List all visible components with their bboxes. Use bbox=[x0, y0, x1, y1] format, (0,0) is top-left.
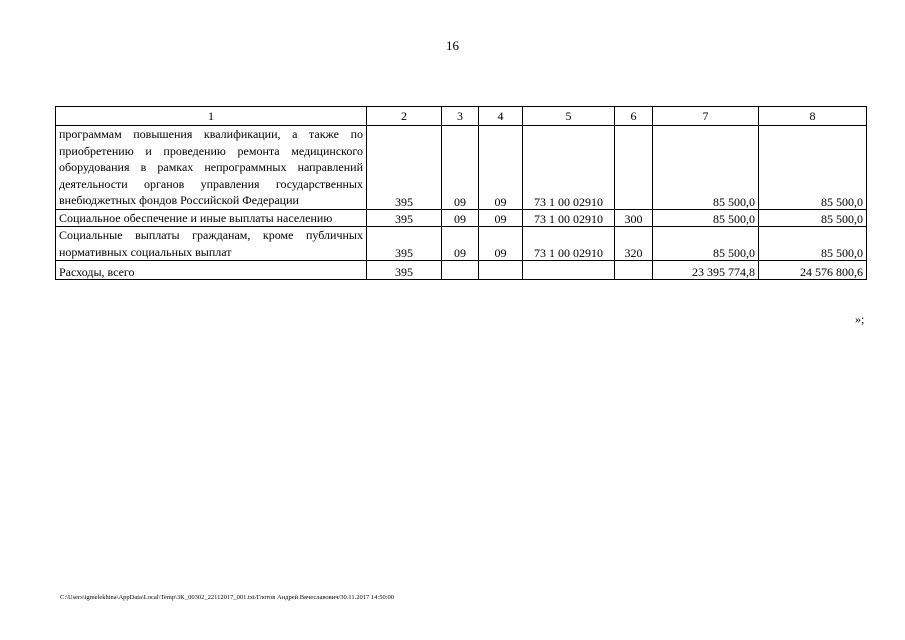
cell-code: 395 bbox=[367, 261, 442, 280]
row-name: Социальное обеспечение и иные выплаты населению bbox=[56, 209, 367, 227]
cell-expense-type: 320 bbox=[615, 227, 653, 261]
cell-section bbox=[442, 261, 479, 280]
header-cell: 3 bbox=[442, 107, 479, 126]
cell-section: 09 bbox=[442, 209, 479, 227]
budget-table bbox=[55, 106, 867, 280]
footer-file-path: C:\Users\igmelekhina\AppData\Local\Temp\3K_00302_22112017_001.txt/Глотов Андрей Вячеславович/30.11.2017 14:50:00 bbox=[60, 594, 395, 601]
cell-expense-type bbox=[615, 261, 653, 280]
cell-amount-2: 24 576 800,6 bbox=[759, 261, 867, 280]
cell-amount-2: 85 500,0 bbox=[759, 209, 867, 227]
cell-section: 09 bbox=[442, 126, 479, 210]
row-name: Социальные выплаты гражданам, кроме публичных нормативных социальных выплат bbox=[56, 227, 367, 261]
cell-target-article: 73 1 00 02910 bbox=[523, 126, 615, 210]
cell-target-article: 73 1 00 02910 bbox=[523, 209, 615, 227]
cell-subsection bbox=[479, 261, 523, 280]
cell-subsection: 09 bbox=[479, 126, 523, 210]
table-row bbox=[56, 227, 867, 261]
page-number: 16 bbox=[446, 38, 459, 53]
cell-code: 395 bbox=[367, 126, 442, 210]
header-cell: 5 bbox=[523, 107, 615, 126]
cell-amount-1: 85 500,0 bbox=[653, 209, 759, 227]
cell-amount-1: 85 500,0 bbox=[653, 227, 759, 261]
header-cell: 2 bbox=[367, 107, 442, 126]
header-cell: 8 bbox=[759, 107, 867, 126]
header-cell: 6 bbox=[615, 107, 653, 126]
cell-section: 09 bbox=[442, 227, 479, 261]
row-name: Расходы, всего bbox=[56, 261, 367, 280]
row-name: программам повышения квалификации, а также по приобретению и проведению ремонта медицинского оборудования в рамках непрограммных направлений деятельности органов управления государственных внебюджетных фондов Российской Федерации bbox=[56, 126, 367, 210]
cell-code: 395 bbox=[367, 227, 442, 261]
cell-target-article bbox=[523, 261, 615, 280]
header-cell: 7 bbox=[653, 107, 759, 126]
cell-amount-1: 23 395 774,8 bbox=[653, 261, 759, 280]
table-row-total bbox=[56, 261, 867, 280]
cell-expense-type bbox=[615, 126, 653, 210]
cell-expense-type: 300 bbox=[615, 209, 653, 227]
cell-subsection: 09 bbox=[479, 227, 523, 261]
cell-target-article: 73 1 00 02910 bbox=[523, 227, 615, 261]
cell-amount-1: 85 500,0 bbox=[653, 126, 759, 210]
cell-code: 395 bbox=[367, 209, 442, 227]
cell-amount-2: 85 500,0 bbox=[759, 227, 867, 261]
cell-subsection: 09 bbox=[479, 209, 523, 227]
table-row bbox=[56, 126, 867, 210]
header-cell: 4 bbox=[479, 107, 523, 126]
table-header-row bbox=[56, 107, 867, 126]
table-row bbox=[56, 209, 867, 227]
cell-amount-2: 85 500,0 bbox=[759, 126, 867, 210]
header-cell: 1 bbox=[56, 107, 367, 126]
closing-quote-mark: »; bbox=[855, 312, 865, 326]
